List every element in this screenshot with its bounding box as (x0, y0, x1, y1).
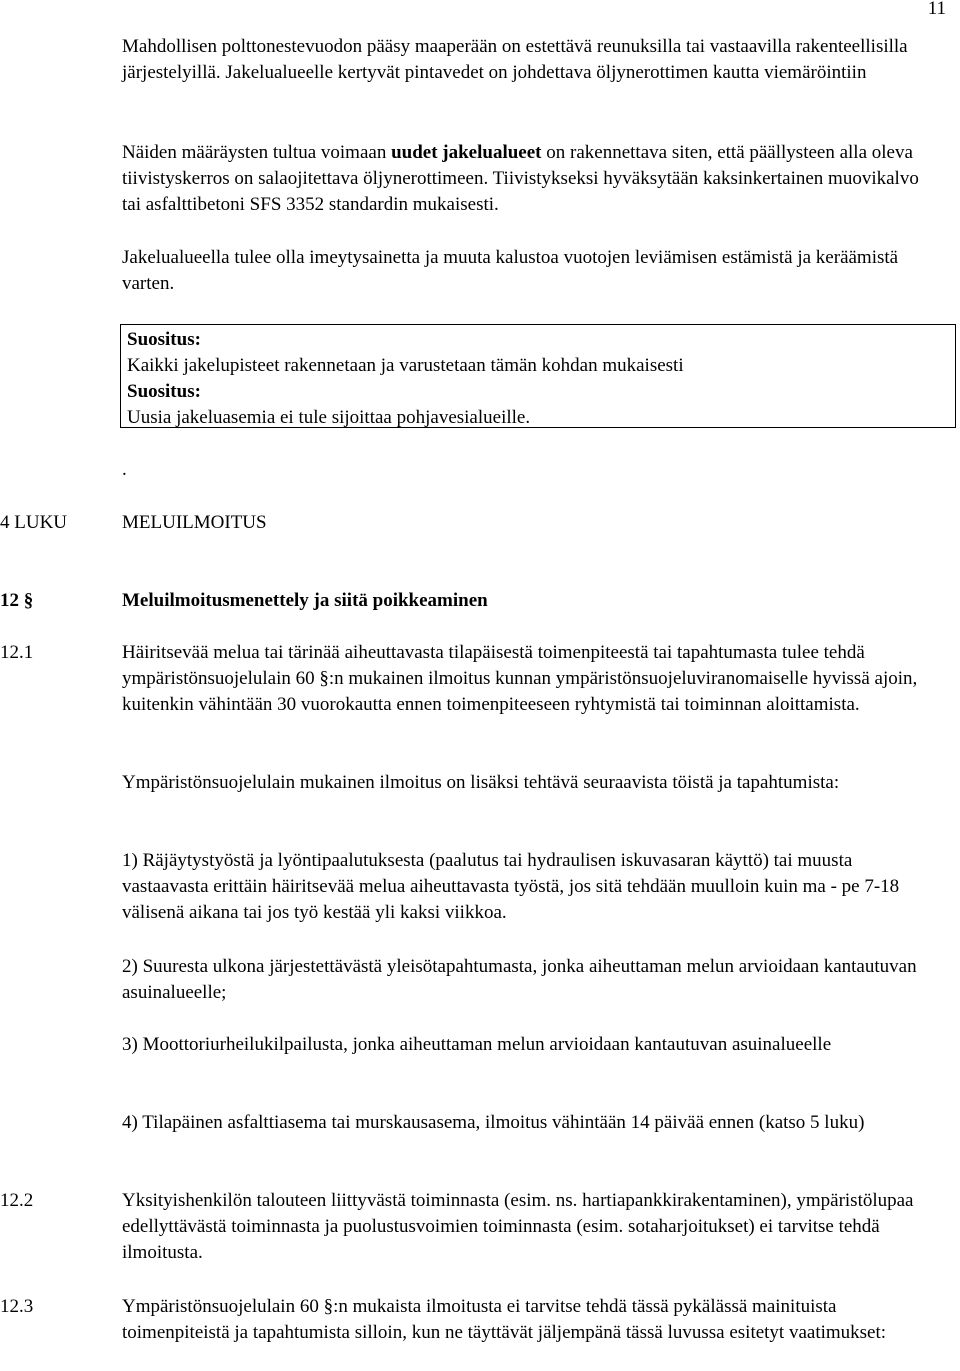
recommendation-text: Kaikki jakelupisteet rakennetaan ja varustetaan tämän kohdan mukaisesti (127, 355, 684, 376)
chapter-number: 4 LUKU (0, 512, 68, 533)
text-part: on rakennettava siten, että päällysteen alla oleva tiivistyskerros on salaojitettava öljynerottimeen. Tiivistykseksi hyväksytään kaksinkertainen muovikalvo tai asfalttibetoni SFS 3352 standardin mukaisesti. (122, 142, 919, 215)
list-item: 3) Moottoriurheilukilpailusta, jonka aiheuttaman melun arvioidaan kantautuvan asuinalueelle (122, 1034, 832, 1055)
list-item: 1) Räjäytystyöstä ja lyöntipaalutuksesta (paalutus tai hydraulisen iskuvasaran käyttö) tai muusta vastaavasta erittäin häiritsevää melua aiheuttavasta työstä, jos sitä tehdään muulloin kuin ma - pe 7-18 välisenä aikana tai jos työ kestää yli kaksi viikkoa. (122, 850, 900, 923)
chapter-title: MELUILMOITUS (122, 512, 267, 533)
section-title: Meluilmoitusmenettely ja siitä poikkeaminen (122, 590, 488, 611)
item-number: 12.3 (0, 1296, 34, 1317)
stray-dot: . (122, 459, 127, 480)
item-number: 12.1 (0, 642, 34, 663)
item-text: Ympäristönsuojelulain mukainen ilmoitus on lisäksi tehtävä seuraavista töistä ja tapahtumista: (122, 772, 840, 793)
list-item: 2) Suuresta ulkona järjestettävästä yleisötapahtumasta, jonka aiheuttaman melun arvioidaan kantautuvan asuinalueelle; (122, 956, 917, 1003)
item-text: Häiritsevää melua tai tärinää aiheuttavasta tilapäisestä toimenpiteestä tai tapahtumasta tulee tehdä ympäristönsuojelulain 60 §:n mukainen ilmoitus kunnan ympäristönsuojeluviranomaiselle hyvissä ajoin, kuitenkin vähintään 30 vuorokautta ennen toimenpiteeseen ryhtymistä tai toiminnan aloittamista. (122, 642, 918, 715)
recommendation-box (120, 324, 956, 428)
paragraph-spill-prevention: Mahdollisen polttonestevuodon pääsy maaperään on estettävä reunuksilla tai vastaavilla rakenteellisilla järjestelyillä. Jakelualueelle kertyvät pintavedet on johdettava öljynerottimen kautta viemäröintiin (122, 36, 908, 83)
bold-term: uudet jakelualueet (391, 142, 542, 163)
paragraph-new-distribution-areas (122, 140, 932, 218)
text-part: Näiden määräysten tultua voimaan (122, 142, 392, 163)
item-text: Yksityishenkilön talouteen liittyvästä toiminnasta (esim. ns. hartiapankkirakentaminen), ympäristölupaa edellyttävästä toiminnasta ja puolustusvoimien toiminnasta (esim. sotaharjoitukset) ei tarvitse tehdä ilmoitusta. (122, 1190, 914, 1263)
page-number: 11 (927, 0, 946, 19)
list-item: 4) Tilapäinen asfalttiasema tai murskausasema, ilmoitus vähintään 14 päivää ennen (katso 5 luku) (122, 1112, 865, 1133)
recommendation-text: Uusia jakeluasemia ei tule sijoittaa pohjavesialueille. (127, 407, 531, 428)
section-number: 12 § (0, 590, 34, 611)
recommendation-label: Suositus: (127, 381, 201, 402)
recommendation-label: Suositus: (127, 329, 201, 350)
paragraph-absorbent-equipment: Jakelualueella tulee olla imeytysainetta ja muuta kalustoa vuotojen leviämisen estämistä ja keräämistä varten. (122, 247, 899, 294)
item-number: 12.2 (0, 1190, 34, 1211)
item-text: Ympäristönsuojelulain 60 §:n mukaista ilmoitusta ei tarvitse tehdä tässä pykälässä mainituista toimenpiteistä ja tapahtumista silloin, kun ne täyttävät jäljempänä tässä luvussa esitetyt vaatimukset: (122, 1296, 887, 1343)
